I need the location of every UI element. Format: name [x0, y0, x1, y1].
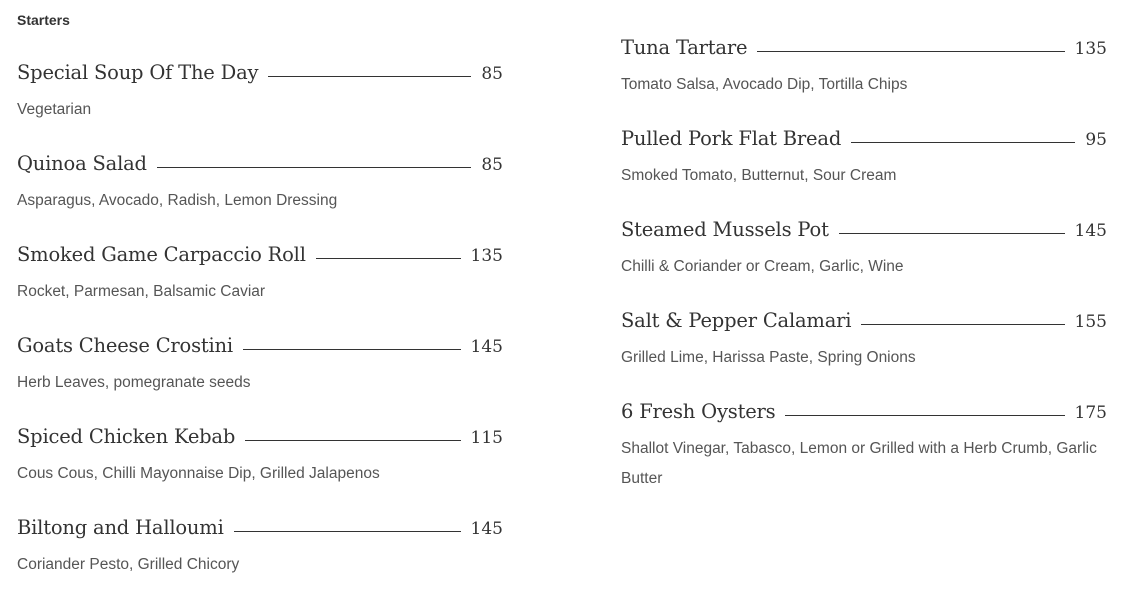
menu-item-price: 155 — [1074, 312, 1107, 332]
menu-item-name: Spiced Chicken Kebab — [17, 425, 236, 448]
menu-item-price: 175 — [1074, 403, 1107, 423]
menu-item-price: 135 — [1074, 39, 1107, 59]
menu-item-header — [621, 218, 1107, 248]
menu-item-name: Biltong and Halloumi — [17, 516, 224, 539]
menu-item-header — [17, 516, 503, 546]
menu-item-name: Pulled Pork Flat Bread — [621, 127, 842, 150]
leader-line — [234, 531, 461, 532]
menu-item-name: Salt & Pepper Calamari — [621, 309, 852, 332]
menu-item-description: Shallot Vinegar, Tabasco, Lemon or Grilled with a Herb Crumb, Garlic Butter — [621, 440, 1097, 487]
menu-item-price: 135 — [470, 246, 503, 266]
menu-item-price: 145 — [470, 519, 503, 539]
menu-item-header — [17, 243, 503, 273]
leader-line — [839, 233, 1065, 234]
menu-item-price: 145 — [470, 337, 503, 357]
menu-item-name: Quinoa Salad — [17, 152, 147, 175]
menu-item — [621, 127, 1107, 218]
leader-line — [316, 258, 461, 259]
leader-line — [757, 51, 1064, 52]
menu-item-name: Tuna Tartare — [621, 36, 748, 59]
menu-item-description: Coriander Pesto, Grilled Chicory — [17, 556, 240, 573]
menu-item-description: Tomato Salsa, Avocado Dip, Tortilla Chips — [621, 76, 908, 93]
menu-item — [17, 61, 503, 152]
section-title: Starters — [17, 12, 70, 28]
leader-line — [243, 349, 461, 350]
menu-item-description: Vegetarian — [17, 101, 92, 118]
menu-item — [621, 400, 1107, 491]
leader-line — [851, 142, 1075, 143]
menu-item — [17, 425, 503, 516]
menu-item-header — [621, 309, 1107, 339]
menu-item — [17, 152, 503, 243]
menu-item-price: 85 — [481, 155, 503, 175]
leader-line — [861, 324, 1064, 325]
menu-item-name: 6 Fresh Oysters — [621, 400, 776, 423]
leader-line — [785, 415, 1064, 416]
menu-item-price: 85 — [481, 64, 503, 84]
menu-item — [621, 218, 1107, 309]
menu-item-header — [621, 400, 1107, 430]
menu-item-header — [17, 425, 503, 455]
menu-item — [17, 516, 503, 607]
menu-item-price: 115 — [470, 428, 503, 448]
menu-item-description: Cous Cous, Chilli Mayonnaise Dip, Grilled Jalapenos — [17, 465, 380, 482]
menu-item-description: Smoked Tomato, Butternut, Sour Cream — [621, 167, 897, 184]
menu-item-description: Rocket, Parmesan, Balsamic Caviar — [17, 283, 266, 300]
menu-item — [17, 334, 503, 425]
menu-column-left — [17, 61, 503, 607]
menu-item-price: 145 — [1074, 221, 1107, 241]
menu-item-name: Steamed Mussels Pot — [621, 218, 829, 241]
menu-item-description: Asparagus, Avocado, Radish, Lemon Dressing — [17, 192, 338, 209]
menu-item-header — [17, 61, 503, 91]
menu-item — [621, 36, 1107, 127]
menu-column-right — [621, 36, 1107, 491]
menu-item-description: Grilled Lime, Harissa Paste, Spring Onions — [621, 349, 916, 366]
leader-line — [268, 76, 471, 77]
menu-item-header — [621, 36, 1107, 66]
menu-item-description: Chilli & Coriander or Cream, Garlic, Wine — [621, 258, 904, 275]
menu-item — [621, 309, 1107, 400]
menu-item-description: Herb Leaves, pomegranate seeds — [17, 374, 251, 391]
menu-item-name: Goats Cheese Crostini — [17, 334, 233, 357]
menu-item-price: 95 — [1085, 130, 1107, 150]
menu-item-header — [621, 127, 1107, 157]
menu-item — [17, 243, 503, 334]
menu-item-name: Special Soup Of The Day — [17, 61, 259, 84]
leader-line — [157, 167, 472, 168]
leader-line — [245, 440, 460, 441]
menu-item-header — [17, 152, 503, 182]
menu-item-name: Smoked Game Carpaccio Roll — [17, 243, 306, 266]
menu-item-header — [17, 334, 503, 364]
